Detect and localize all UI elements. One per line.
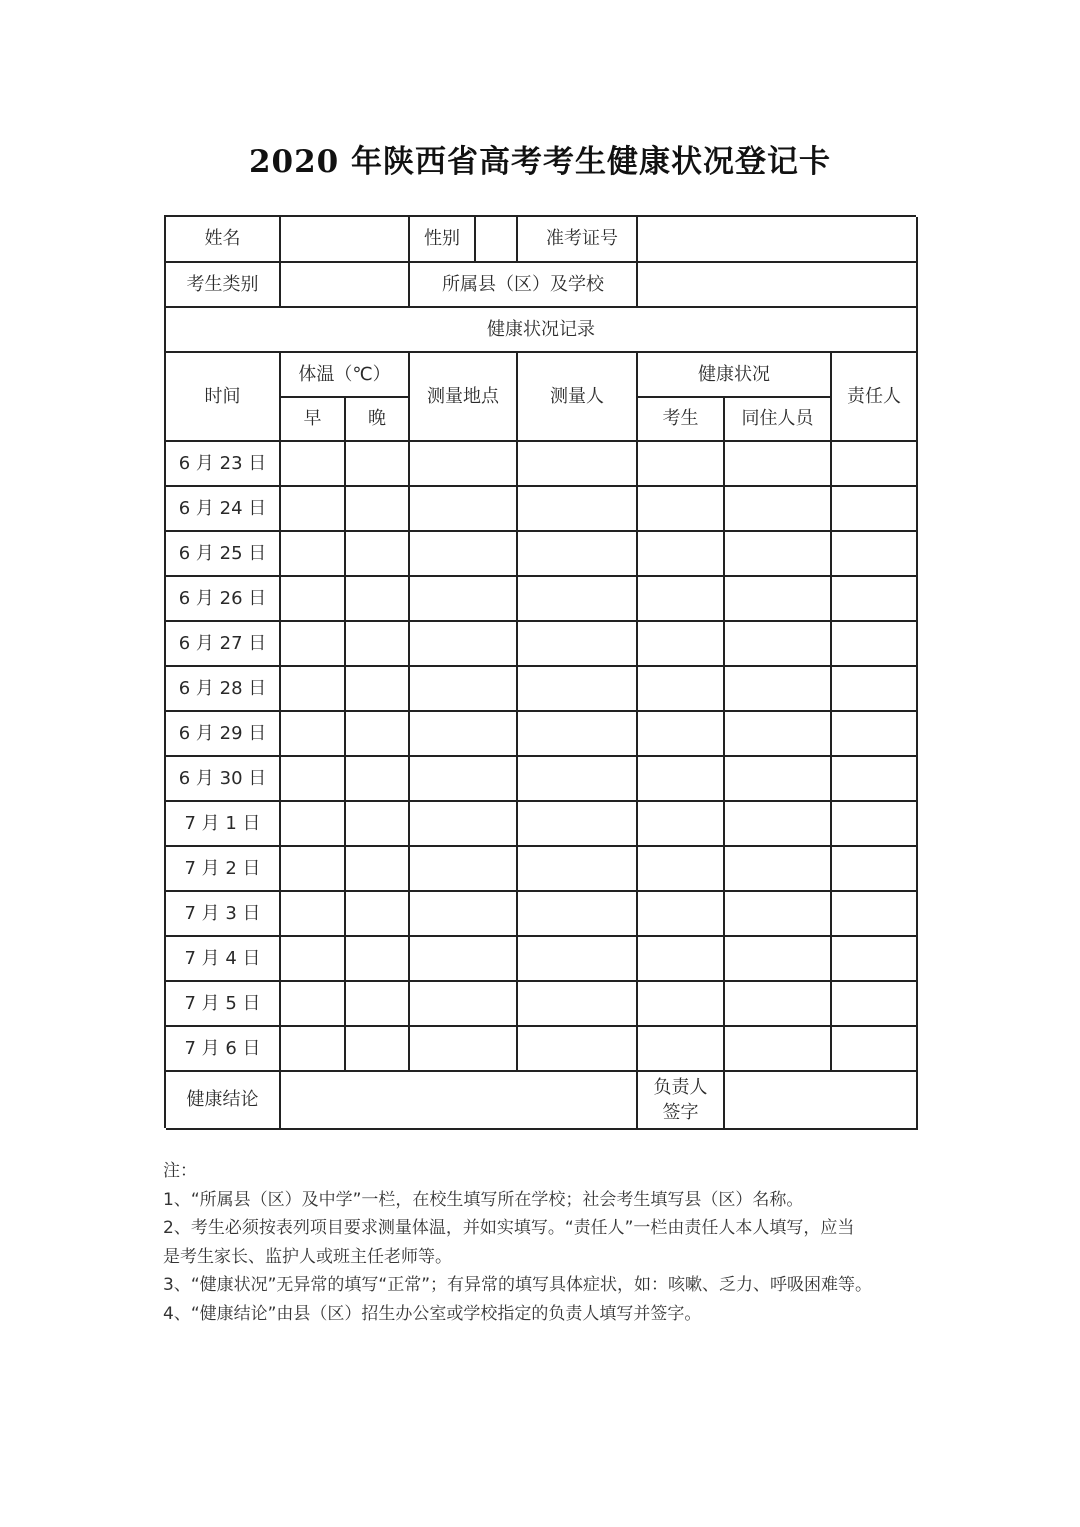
date-cell: 6 月 24 日 — [166, 487, 281, 532]
entry-cell[interactable] — [832, 892, 918, 937]
entry-cell[interactable] — [725, 622, 832, 667]
entry-cell[interactable] — [638, 892, 725, 937]
entry-cell[interactable] — [281, 442, 346, 487]
gender-field-divider — [474, 217, 476, 261]
date-cell: 7 月 6 日 — [166, 1027, 281, 1072]
entry-cell[interactable] — [638, 487, 725, 532]
entry-cell[interactable] — [725, 487, 832, 532]
entry-cell[interactable] — [832, 712, 918, 757]
entry-cell[interactable] — [832, 847, 918, 892]
entry-cell[interactable] — [346, 847, 410, 892]
morning-header: 早 — [281, 398, 346, 442]
entry-cell[interactable] — [410, 532, 518, 577]
entry-cell[interactable] — [518, 982, 638, 1027]
entry-cell[interactable] — [281, 712, 346, 757]
entry-cell[interactable] — [346, 982, 410, 1027]
entry-cell[interactable] — [832, 1027, 918, 1072]
notes-heading: 注： — [163, 1161, 197, 1181]
entry-cell[interactable] — [410, 757, 518, 802]
entry-cell[interactable] — [410, 577, 518, 622]
county-school-label: 所属县（区）及学校 — [410, 263, 638, 308]
entry-cell[interactable] — [410, 1027, 518, 1072]
entry-cell[interactable] — [725, 532, 832, 577]
entry-cell[interactable] — [410, 847, 518, 892]
category-label: 考生类别 — [166, 263, 281, 308]
entry-cell[interactable] — [638, 442, 725, 487]
entry-cell[interactable] — [518, 577, 638, 622]
name-field[interactable] — [281, 217, 410, 263]
entry-cell[interactable] — [638, 1027, 725, 1072]
entry-cell[interactable] — [281, 532, 346, 577]
entry-cell[interactable] — [638, 667, 725, 712]
entry-cell[interactable] — [518, 622, 638, 667]
entry-cell[interactable] — [832, 937, 918, 982]
entry-cell[interactable] — [346, 622, 410, 667]
evening-header: 晚 — [346, 398, 410, 442]
entry-cell[interactable] — [281, 847, 346, 892]
date-cell: 6 月 29 日 — [166, 712, 281, 757]
date-cell: 6 月 26 日 — [166, 577, 281, 622]
entry-cell[interactable] — [518, 712, 638, 757]
entry-cell[interactable] — [281, 1027, 346, 1072]
entry-cell[interactable] — [725, 577, 832, 622]
entry-cell[interactable] — [346, 577, 410, 622]
entry-cell[interactable] — [281, 622, 346, 667]
date-cell: 7 月 1 日 — [166, 802, 281, 847]
entry-cell[interactable] — [518, 937, 638, 982]
entry-cell[interactable] — [832, 532, 918, 577]
entry-cell[interactable] — [638, 802, 725, 847]
entry-cell[interactable] — [410, 667, 518, 712]
entry-cell[interactable] — [281, 982, 346, 1027]
note-item: 4、“健康结论”由县（区）招生办公室或学校指定的负责人填写并签字。 — [163, 1303, 702, 1324]
note-item: 1、“所属县（区）及中学”一栏，在校生填写所在学校；社会考生填写县（区）名称。 — [163, 1189, 804, 1210]
entry-cell[interactable] — [410, 487, 518, 532]
time-header: 时间 — [166, 353, 281, 442]
temperature-header: 体温（℃） — [281, 353, 410, 398]
entry-cell[interactable] — [518, 847, 638, 892]
entry-cell[interactable] — [346, 892, 410, 937]
entry-cell[interactable] — [638, 937, 725, 982]
signer-label — [638, 1072, 725, 1130]
entry-cell[interactable] — [346, 487, 410, 532]
entry-cell[interactable] — [832, 487, 918, 532]
entry-cell[interactable] — [638, 757, 725, 802]
signer-label-line2: 签字 — [662, 1102, 699, 1123]
record-section-title: 健康状况记录 — [166, 308, 918, 353]
cohabitant-header: 同住人员 — [725, 398, 832, 442]
entry-cell[interactable] — [518, 1027, 638, 1072]
health-status-header: 健康状况 — [638, 353, 832, 398]
student-header: 考生 — [638, 398, 725, 442]
entry-cell[interactable] — [638, 532, 725, 577]
entry-cell[interactable] — [725, 937, 832, 982]
note-item: 3、“健康状况”无异常的填写“正常”；有异常的填写具体症状，如：咳嗽、乏力、呼吸困难等。 — [163, 1275, 873, 1295]
entry-cell[interactable] — [281, 757, 346, 802]
entry-cell[interactable] — [832, 757, 918, 802]
date-cell: 6 月 25 日 — [166, 532, 281, 577]
entry-cell[interactable] — [281, 667, 346, 712]
entry-cell[interactable] — [346, 667, 410, 712]
entry-cell[interactable] — [638, 712, 725, 757]
entry-cell[interactable] — [518, 442, 638, 487]
entry-cell[interactable] — [725, 442, 832, 487]
entry-cell[interactable] — [410, 892, 518, 937]
entry-cell[interactable] — [281, 892, 346, 937]
entry-cell[interactable] — [346, 1027, 410, 1072]
date-cell: 6 月 23 日 — [166, 442, 281, 487]
entry-cell[interactable] — [518, 892, 638, 937]
responsible-header: 责任人 — [832, 353, 918, 442]
date-cell: 7 月 3 日 — [166, 892, 281, 937]
date-cell: 6 月 28 日 — [166, 667, 281, 712]
entry-cell[interactable] — [518, 757, 638, 802]
entry-cell[interactable] — [281, 802, 346, 847]
date-cell: 7 月 2 日 — [166, 847, 281, 892]
entry-cell[interactable] — [725, 757, 832, 802]
admission-no-field[interactable] — [638, 217, 918, 263]
category-field[interactable] — [281, 263, 410, 308]
note-item: 是考生家长、监护人或班主任老师等。 — [163, 1246, 452, 1267]
entry-cell[interactable] — [410, 622, 518, 667]
entry-cell[interactable] — [410, 712, 518, 757]
entry-cell[interactable] — [346, 802, 410, 847]
entry-cell[interactable] — [638, 847, 725, 892]
measurer-header: 测量人 — [518, 353, 638, 442]
entry-cell[interactable] — [725, 712, 832, 757]
entry-cell[interactable] — [638, 577, 725, 622]
entry-cell[interactable] — [832, 442, 918, 487]
entry-cell[interactable] — [725, 667, 832, 712]
entry-cell[interactable] — [281, 577, 346, 622]
signature-field[interactable] — [725, 1072, 918, 1130]
health-record-table — [164, 215, 916, 1128]
entry-cell[interactable] — [638, 622, 725, 667]
entry-cell[interactable] — [725, 847, 832, 892]
conclusion-label: 健康结论 — [166, 1072, 281, 1130]
entry-cell[interactable] — [410, 982, 518, 1027]
entry-cell[interactable] — [518, 487, 638, 532]
entry-cell[interactable] — [346, 442, 410, 487]
location-header: 测量地点 — [410, 353, 518, 442]
entry-cell[interactable] — [410, 937, 518, 982]
entry-cell[interactable] — [832, 667, 918, 712]
conclusion-field[interactable] — [281, 1072, 638, 1130]
county-school-field[interactable] — [638, 263, 918, 308]
notes — [163, 1157, 923, 1328]
entry-cell[interactable] — [346, 937, 410, 982]
date-cell: 7 月 5 日 — [166, 982, 281, 1027]
page-title: 2020 年陕西省高考考生健康状况登记卡 — [248, 144, 832, 180]
date-cell: 7 月 4 日 — [166, 937, 281, 982]
entry-cell[interactable] — [638, 982, 725, 1027]
entry-cell[interactable] — [410, 442, 518, 487]
entry-cell[interactable] — [410, 802, 518, 847]
entry-cell[interactable] — [346, 712, 410, 757]
note-item: 2、考生必须按表列项目要求测量体温，并如实填写。“责任人”一栏由责任人本人填写，应当 — [163, 1218, 855, 1238]
gender-label: 性别 — [410, 217, 518, 263]
entry-cell[interactable] — [518, 802, 638, 847]
admission-no-text: 准考证号 — [546, 228, 618, 250]
entry-cell[interactable] — [725, 802, 832, 847]
entry-cell[interactable] — [832, 802, 918, 847]
entry-cell[interactable] — [281, 937, 346, 982]
entry-cell[interactable] — [725, 982, 832, 1027]
date-cell: 6 月 27 日 — [166, 622, 281, 667]
entry-cell[interactable] — [725, 1027, 832, 1072]
entry-cell[interactable] — [346, 532, 410, 577]
entry-cell[interactable] — [832, 982, 918, 1027]
entry-cell[interactable] — [832, 577, 918, 622]
entry-cell[interactable] — [518, 667, 638, 712]
name-label: 姓名 — [166, 217, 281, 263]
entry-cell[interactable] — [346, 757, 410, 802]
date-cell: 6 月 30 日 — [166, 757, 281, 802]
entry-cell[interactable] — [518, 532, 638, 577]
entry-cell[interactable] — [832, 622, 918, 667]
admission-no-label — [518, 217, 638, 263]
entry-cell[interactable] — [281, 487, 346, 532]
entry-cell[interactable] — [725, 892, 832, 937]
signer-label-line1: 负责人 — [653, 1076, 708, 1098]
